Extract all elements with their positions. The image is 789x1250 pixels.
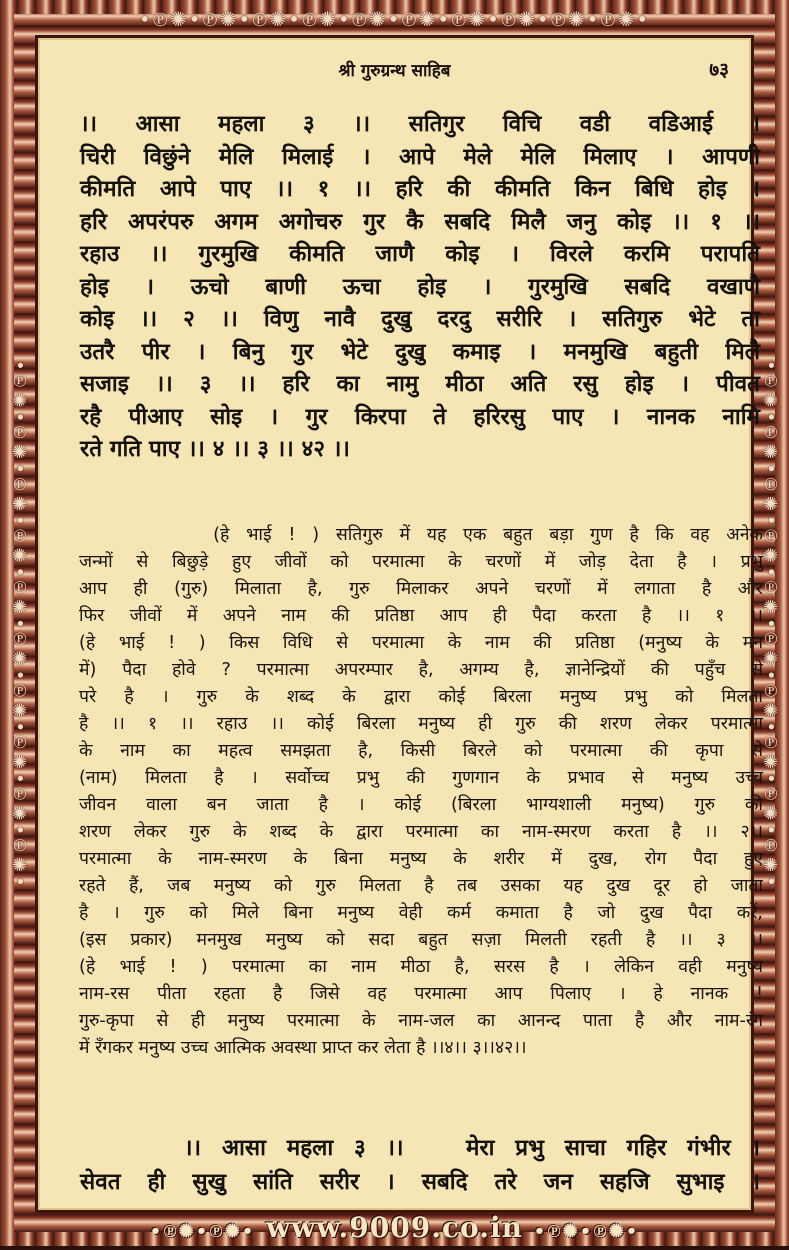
website-link[interactable]: www.9009.co.in: [266, 1211, 523, 1244]
translation-line: है । गुरु को मिले बिना मनुष्य वेही कर्म कमाता है जो दुख पैदा करें,: [79, 903, 763, 923]
translation-line: है ।। १ ।। रहाउ ।। कोई बिरला मनुष्य ही गुरु की शरण लेकर परमात्मा: [79, 714, 763, 734]
gurbani-line: सेवत ही सुखु सांति सरीर । सबदि तरे जन सहजि सुभाइ ।: [80, 1169, 760, 1195]
translation-line: परमात्मा के नाम-स्मरण के बिना मनुष्य के शरीर में दुख, रोग पैदा हुए: [79, 849, 763, 869]
gurbani-line: रते गति पाए ।। ४ ।। ३ ।। ४२ ।।: [80, 436, 350, 462]
gurbani-line: सजाइ ।। ३ ।। हरि का नामु मीठा अति रसु होइ । पीवत: [80, 371, 760, 397]
gurbani-line: रहाउ ।। गुरमुखि कीमति जाणै कोइ । विरले करमि परापति: [80, 241, 760, 267]
gurbani-line: कोइ ।। २ ।। विणु नावै दुखु दरदु सरीरि । सतिगुरु भेटे ता: [80, 306, 760, 332]
translation-line: फिर जीवों में अपने नाम की प्रतिष्ठा आप ही पैदा करता है ।। १ ।।: [79, 606, 763, 626]
translation-line: आप ही (गुरु) मिलाता है, गुरु मिलाकर अपने चरणों में लगाता है और: [79, 579, 763, 599]
translation-line: (हे भाई ! ) किस विधि से परमात्मा के नाम की प्रतिष्ठा (मनुष्य के मन: [79, 633, 763, 653]
translation-line: (हे भाई ! ) सतिगुरु में यह एक बहुत बड़ा गुण है कि वह अनेक: [79, 525, 763, 545]
gurbani-line: होइ । ऊचो बाणी ऊचा होइ । गुरमुखि सबदि वखाणै: [80, 273, 760, 300]
gurbani-line: रहै पीआए सोइ । गुर किरपा ते हरिरसु पाए । नानक नामि: [80, 403, 760, 430]
gurbani-line: उतरै पीर । बिनु गुर भेटे दुखु कमाइ । मनमुखि बहुती मिलै: [80, 338, 760, 365]
translation-line: (हे भाई ! ) परमात्मा का नाम मीठा है, सरस है । लेकिन वही मनुष्य: [79, 957, 763, 977]
footer-ornament-left: •℗✺•℗✺•: [149, 1221, 256, 1242]
page-number: ७३: [709, 59, 729, 81]
translation-line: में) पैदा होवे ? परमात्मा अपरम्पार है, अगम्य है, ज्ञानेन्द्रियों की पहुँच से: [79, 660, 763, 680]
left-border-ornament: •℗✺•℗✺•℗✺•℗✺•℗✺•℗✺•℗✺•℗✺•℗✺•℗✺•: [9, 359, 30, 887]
right-border-ornament: •℗✺•℗✺•℗✺•℗✺•℗✺•℗✺•℗✺•℗✺•℗✺•℗✺•: [760, 359, 781, 887]
gurbani-line: ।। आसा महला ३ ।। मेरा प्रभु साचा गहिर गंभीर ।: [80, 1135, 760, 1161]
top-border-ornament: •℗✺•℗✺•℗✺•℗✺•℗✺•℗✺•℗✺•℗✺•℗✺•℗✺•: [138, 7, 651, 31]
translation-line: (इस प्रकार) मनमुख मनुष्य को सदा बहुत सज़ा मिलती रहती है ।। ३ ।।: [79, 930, 763, 950]
translation-line: नाम-रस पीता रहता है जिसे वह परमात्मा आप पिलाए । हे नानक !: [79, 984, 763, 1004]
translation-line: रहते हैं, जब मनुष्य को गुरु मिलता है तब उसका यह दुख दूर हो जाता: [79, 876, 763, 896]
translation-line: शरण लेकर गुरु के शब्द के द्वारा परमात्मा का नाम-स्मरण करता है ।। २।।: [79, 822, 763, 842]
hindi-translation: [79, 522, 763, 1062]
gurbani-line: ।। आसा महला ३ ।। सतिगुर विचि वडी वडिआई ।: [80, 111, 760, 137]
translation-line: में रँगकर मनुष्य उच्च आत्मिक अवस्था प्राप्त कर लेता है ।।४।। ३।।४२।।: [79, 1038, 527, 1058]
scripture-page: [38, 38, 763, 1210]
page-footer: [0, 1210, 789, 1246]
gurbani-passage: [80, 108, 760, 466]
translation-line: जन्मों से बिछुड़े हुए जीवों को परमात्मा के चरणों में जोड़ देता है । प्रभु: [79, 552, 763, 572]
translation-line: परे है । गुरु के शब्द के द्वारा कोई बिरला मनुष्य प्रभु को मिलता: [79, 687, 763, 707]
translation-line: के नाम का महत्व समझता है, किसी बिरले को परमात्मा की कृपा से: [79, 741, 763, 761]
gurbani-line: हरि अपरंपरु अगम अगोचरु गुर कै सबदि मिलै जनु कोइ ।। १ ।।: [80, 208, 760, 235]
page-title: श्री गुरुग्रन्थ साहिब: [338, 61, 451, 81]
gurbani-line: कीमति आपे पाए ।। १ ।। हरि की कीमति किन बिधि होइ ।: [80, 176, 760, 202]
gurbani-line: चिरी विछुंने मेलि मिलाई । आपे मेले मेलि मिलाए । आपणी: [80, 143, 760, 170]
footer-ornament-right: •℗✺•℗✺•: [533, 1221, 640, 1242]
page-header: [38, 50, 751, 84]
translation-line: गुरु-कृपा से ही मनुष्य परमात्मा के नाम-जल का आनन्द पाता है और नाम-रंग: [79, 1011, 763, 1031]
next-gurbani-passage: [80, 1131, 760, 1199]
translation-line: (नाम) मिलता है । सर्वोच्च प्रभु की गुणगान के प्रभाव से मनुष्य उच्च: [79, 768, 763, 788]
translation-line: जीवन वाला बन जाता है । कोई (बिरला भाग्यशाली मनुष्य) गुरु की: [79, 795, 763, 815]
